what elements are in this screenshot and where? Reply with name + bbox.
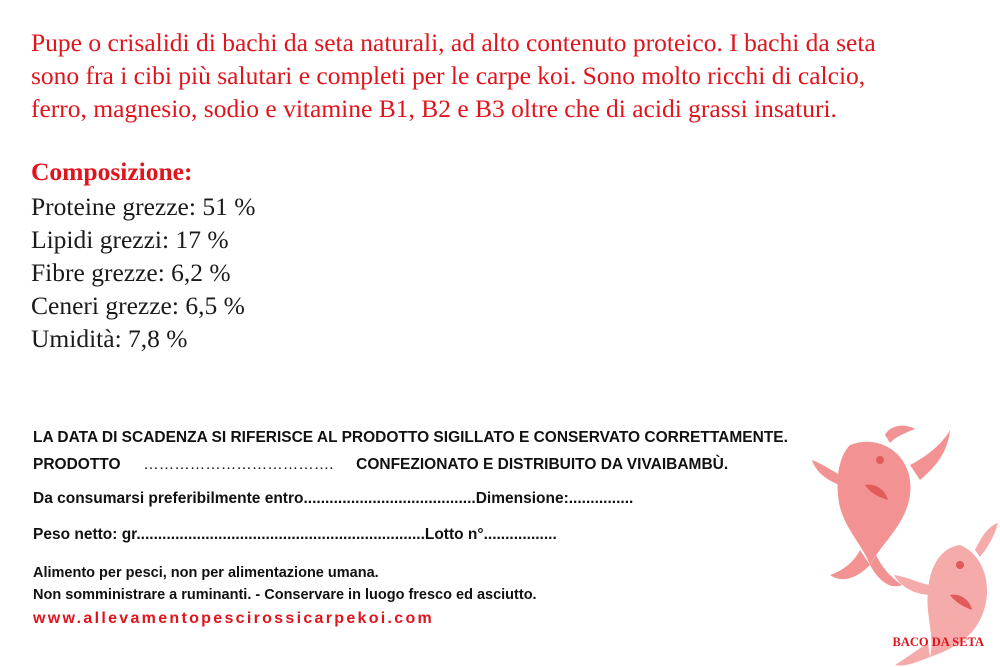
dimension-text: Dimensione:............... bbox=[475, 490, 634, 507]
composition-item: Ceneri grezze: 6,5 % bbox=[31, 291, 245, 320]
composition-item: Lipidi grezzi: 17 % bbox=[31, 225, 229, 254]
distributor-text: CONFEZIONATO E DISTRIBUITO DA VIVAIBAMBÙ. bbox=[356, 456, 729, 473]
description-line-2: sono fra i cibi più salutari e completi per le carpe koi. Sono molto ricchi di calcio, bbox=[31, 61, 866, 90]
koi-fish-icon bbox=[810, 425, 1000, 667]
composition-item: Proteine grezze: 51 % bbox=[31, 192, 256, 221]
best-before-row bbox=[33, 490, 633, 508]
weight-row bbox=[33, 526, 557, 544]
expiry-note: LA DATA DI SCADENZA SI RIFERISCE AL PRODOTTO SIGILLATO E CONSERVATO CORRETTAMENTE. bbox=[33, 429, 788, 446]
composition-list bbox=[31, 190, 255, 355]
product-label: PRODOTTO bbox=[33, 456, 121, 473]
product-description bbox=[31, 26, 971, 125]
composition-item: Fibre grezze: 6,2 % bbox=[31, 258, 231, 287]
warning-1: Alimento per pesci, non per alimentazione umana. bbox=[33, 565, 379, 581]
product-tag: BACO DA SETA bbox=[892, 635, 984, 649]
description-line-1: Pupe o crisalidi di bachi da seta naturali, ad alto contenuto proteico. I bachi da seta bbox=[31, 28, 876, 57]
website-link[interactable]: www.allevamentopescirossicarpekoi.com bbox=[33, 610, 435, 627]
best-before-text: Da consumarsi preferibilmente entro........................................ bbox=[33, 490, 476, 507]
composition-item: Umidità: 7,8 % bbox=[31, 324, 188, 353]
composition-title: Composizione: bbox=[31, 157, 193, 186]
product-row bbox=[33, 456, 728, 474]
warning-2: Non somministrare a ruminanti. - Conservare in luogo fresco ed asciutto. bbox=[33, 587, 537, 603]
net-weight-text: Peso netto: gr................................................................... bbox=[33, 526, 425, 543]
lot-text: Lotto n°................. bbox=[424, 526, 557, 543]
product-value: ………………………………. bbox=[143, 456, 334, 473]
description-line-3: ferro, magnesio, sodio e vitamine B1, B2 e B3 oltre che di acidi grassi insaturi. bbox=[31, 94, 837, 123]
